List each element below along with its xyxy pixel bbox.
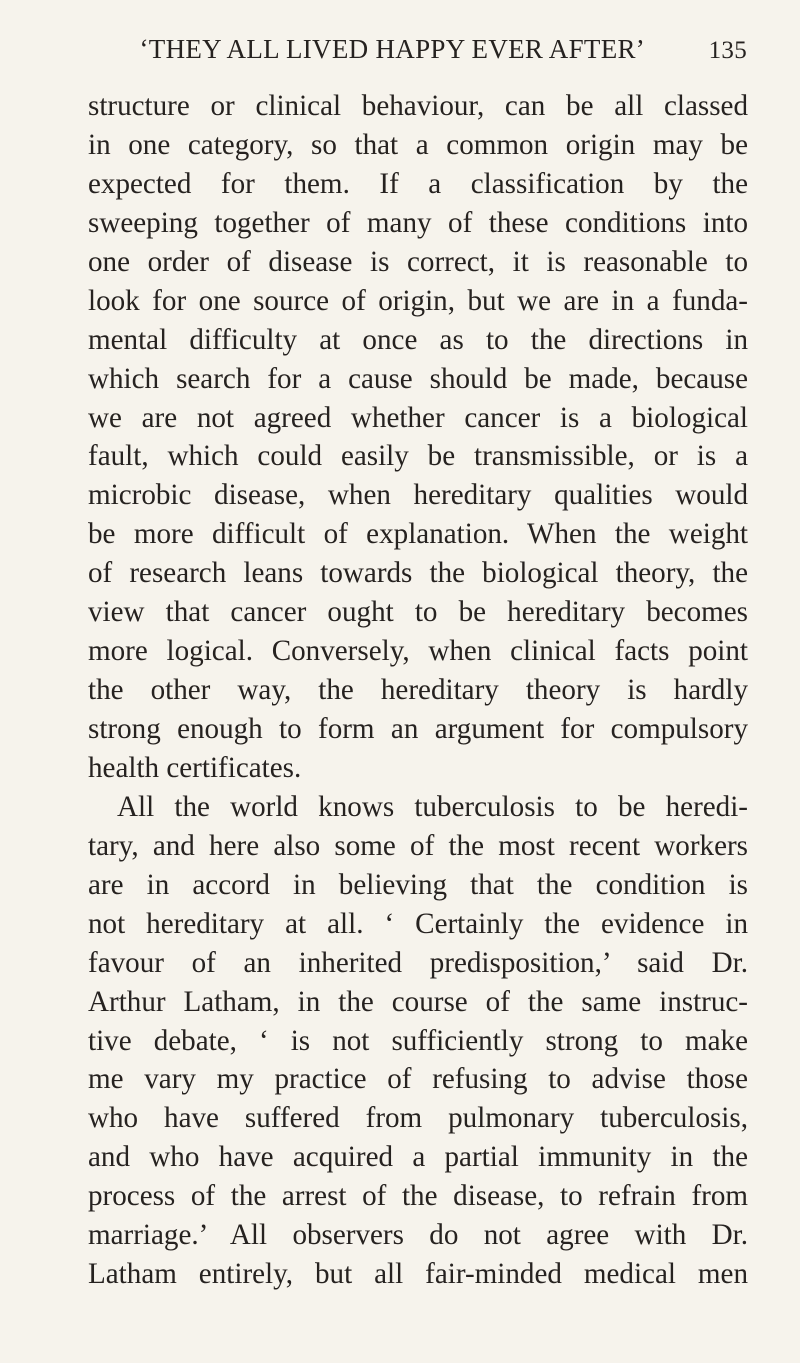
text-line: in one category, so that a common origin may be [88, 128, 748, 161]
text-line: health certificates. [88, 751, 302, 784]
text-line: look for one source of origin, but we are in a funda- [88, 284, 748, 317]
text-line: and who have acquired a partial immunity in the [88, 1141, 748, 1174]
text-line: tive debate, ‘ is not sufficiently strong to make [88, 1024, 748, 1057]
text-line: are in accord in believing that the condition is [88, 868, 748, 901]
text-line: view that cancer ought to be hereditary becomes [88, 596, 748, 629]
text-line: me vary my practice of refusing to advise those [88, 1063, 748, 1096]
text-line: one order of disease is correct, it is reasonable to [88, 245, 748, 278]
text-line: marriage.’ All observers do not agree with Dr. [88, 1219, 748, 1252]
text-line: tary, and here also some of the most recent workers [88, 829, 748, 862]
paragraph-first-line: All the world knows tuberculosis to be heredi- [117, 790, 748, 823]
text-line: which search for a cause should be made, because [88, 362, 748, 395]
text-line: strong enough to form an argument for compulsory [88, 713, 748, 745]
text-line: microbic disease, when hereditary qualities would [88, 479, 748, 512]
text-line: process of the arrest of the disease, to refrain from [88, 1180, 748, 1213]
text-line: expected for them. If a classification by the [88, 167, 748, 200]
text-line: mental difficulty at once as to the directions in [88, 323, 748, 356]
text-line: who have suffered from pulmonary tuberculosis, [88, 1102, 748, 1135]
page-number: 135 [708, 37, 747, 64]
text-line: structure or clinical behaviour, can be all classed [88, 90, 748, 122]
running-title: ‘THEY ALL LIVED HAPPY EVER AFTER’ [139, 34, 646, 64]
text-line: we are not agreed whether cancer is a biological [88, 401, 748, 434]
text-line: sweeping together of many of these conditions into [88, 206, 748, 239]
running-head [56, 34, 747, 74]
text-line: be more difficult of explanation. When the weight [88, 518, 748, 551]
text-line: Latham entirely, but all fair-minded medical men [88, 1258, 748, 1291]
text-line: of research leans towards the biological theory, the [88, 557, 748, 590]
text-line: not hereditary at all. ‘ Certainly the evidence in [88, 907, 748, 940]
text-line: the other way, the hereditary theory is hardly [88, 674, 748, 707]
text-line: favour of an inherited predisposition,’ said Dr. [88, 946, 748, 979]
text-line: Arthur Latham, in the course of the same instruc- [88, 985, 748, 1018]
text-line: fault, which could easily be transmissible, or is a [88, 440, 748, 473]
body-text [88, 87, 748, 1294]
text-line: more logical. Conversely, when clinical facts point [88, 635, 748, 668]
